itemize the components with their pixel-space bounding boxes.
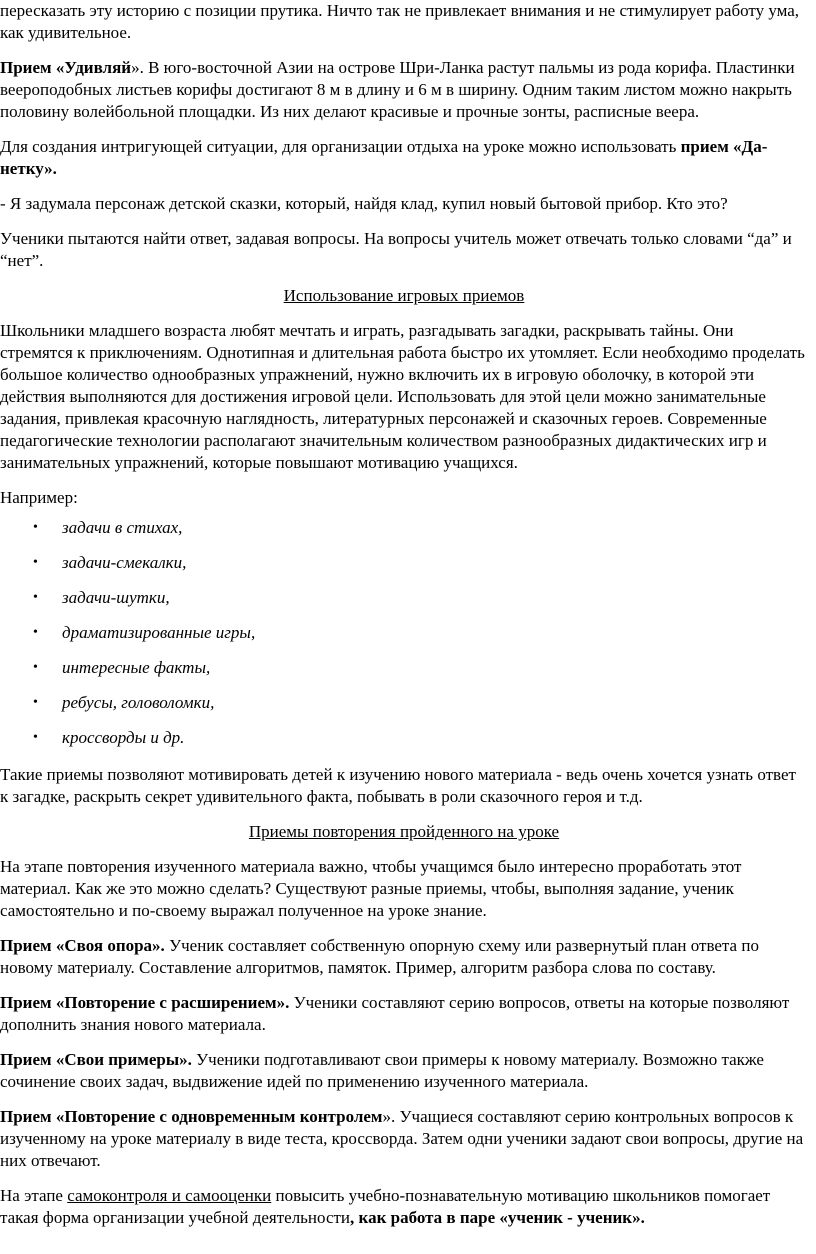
kontrol-title-end: ». xyxy=(382,1107,396,1126)
list-item xyxy=(0,657,808,680)
bullet-icon: • xyxy=(33,590,38,605)
self-control-link-text: самоконтроля и самооценки xyxy=(67,1186,272,1205)
bullet-icon: • xyxy=(33,520,38,535)
kontrol-text: Учащиеся составляют серию контрольных вопросов к изученному на уроке материалу в виде теста, кроссворда. Затем одни ученики задают свои вопросы, другие на них отвечают. xyxy=(0,1107,804,1170)
povtorenie-title: Прием «Повторение с расширением». xyxy=(0,993,290,1012)
bullet-icon: • xyxy=(33,660,38,675)
udivlyay-title: Прием «Удивляй xyxy=(0,58,132,77)
udivlyay-title-end: ». xyxy=(131,58,144,77)
final-mid: повысить учебно-познавательную мотивацию школьников помогает такая форма организации учебной деятельности xyxy=(0,1186,771,1227)
svoi-primery-text: Ученики подготавливают свои примеры к новому материалу. Возможно также сочинение своих задач, выдвижение идей по применению изученного материала. xyxy=(0,1050,764,1091)
udivlyay-text: В юго-восточной Азии на острове Шри-Ланка растут пальмы из рода корифа. Пластинки веероподобных листьев корифы достигают 8 м в длину и 6 м в ширину. Одним таким листом можно накрыть половину волейбольной площадки. Из них делают красивые и прочные зонты, расписные веера. xyxy=(0,58,795,121)
list-item xyxy=(0,552,808,575)
example-text: задачи в стихах, xyxy=(62,518,183,537)
svoya-opora-text: Ученик составляет собственную опорную схему или развернутый план ответа по новому материалу. Составление алгоритмов, памяток. Пример, алгоритм разбора слова по составу. xyxy=(0,936,759,977)
intro-paragraph: пересказать эту историю с позиции прутика. Ничто так не привлекает внимания и не стимулирует работу ума, как удивительное. xyxy=(0,1,800,42)
svoi-primery-title: Прием «Свои примеры». xyxy=(0,1050,192,1069)
example-text: интересные факты, xyxy=(62,658,211,677)
games-paragraph: Школьники младшего возраста любят мечтать и играть, разгадывать загадки, раскрывать тайны. Они стремятся к приключениям. Однотипная и длительная работа быстро их утомляет. Если необходимо проделать большое количество однообразных упражнений, нужно включить их в игровую оболочку, в которой эти действия выполняются для достижения игровой цели. Использовать для этой цели можно занимательные задания, привлекая красочную наглядность, литературных персонажей и сказочных героев. Современные педагогические технологии располагают значительным количеством разнообразных дидактических игр и занимательных упражнений, которые повышают мотивацию учащихся. xyxy=(0,321,805,472)
list-item xyxy=(0,692,808,715)
examples-list xyxy=(0,517,808,750)
kontrol-paragraph xyxy=(0,1106,808,1172)
riddle-paragraph: - Я задумала персонаж детской сказки, который, найдя клад, купил новый бытовой прибор. Кто это? xyxy=(0,194,728,213)
example-text: задачи-смекалки, xyxy=(62,553,187,572)
svoya-opora-paragraph xyxy=(0,935,808,979)
example-text: кроссворды и др. xyxy=(62,728,185,747)
danetku-text: Для создания интригующей ситуации, для организации отдыха на уроке можно использовать xyxy=(0,137,681,156)
povtorenie-paragraph xyxy=(0,992,808,1036)
kontrol-title: Прием «Повторение с одновременным контролем xyxy=(0,1107,383,1126)
povtorenie-text: Ученики составляют серию вопросов, ответы на которые позволяют дополнить знания нового материала. xyxy=(0,993,790,1034)
repeat-section-heading: Приемы повторения пройденного на уроке xyxy=(248,822,560,841)
games-section-heading: Использование игровых приемов xyxy=(283,286,525,305)
games-conclusion: Такие приемы позволяют мотивировать детей к изучению нового материала - ведь очень хочется узнать ответ к загадке, раскрыть секрет удивительного факта, побывать в роли сказочного героя и т.д. xyxy=(0,765,796,806)
example-text: ребусы, головоломки, xyxy=(62,693,215,712)
list-item xyxy=(0,587,808,610)
udivlyay-paragraph xyxy=(0,57,808,123)
answer-rule-paragraph: Ученики пытаются найти ответ, задавая вопросы. На вопросы учитель может отвечать только словами “да” и “нет”. xyxy=(0,229,792,270)
example-label: Например: xyxy=(0,488,78,507)
list-item xyxy=(0,622,808,645)
bullet-icon: • xyxy=(33,730,38,745)
svoi-primery-paragraph xyxy=(0,1049,808,1093)
final-bold: , как работа в паре «ученик - ученик». xyxy=(350,1208,645,1227)
list-item xyxy=(0,517,808,540)
example-text: драматизированные игры, xyxy=(62,623,256,642)
repeat-paragraph: На этапе повторения изученного материала важно, чтобы учащимся было интересно проработать этот материал. Как же это можно сделать? Существуют разные приемы, чтобы, выполняя задание, ученик самостоятельно и по-своему выражал полученное на уроке знание. xyxy=(0,857,742,920)
svoya-opora-title: Прием «Своя опора». xyxy=(0,936,165,955)
final-pre: На этапе xyxy=(0,1186,68,1205)
list-item xyxy=(0,727,808,750)
danetku-paragraph xyxy=(0,136,808,180)
example-text: задачи-шутки, xyxy=(62,588,170,607)
danetku-title: прием «Да-нетку». xyxy=(0,137,768,178)
final-paragraph xyxy=(0,1185,808,1229)
bullet-icon: • xyxy=(33,695,38,710)
bullet-icon: • xyxy=(33,625,38,640)
bullet-icon: • xyxy=(33,555,38,570)
